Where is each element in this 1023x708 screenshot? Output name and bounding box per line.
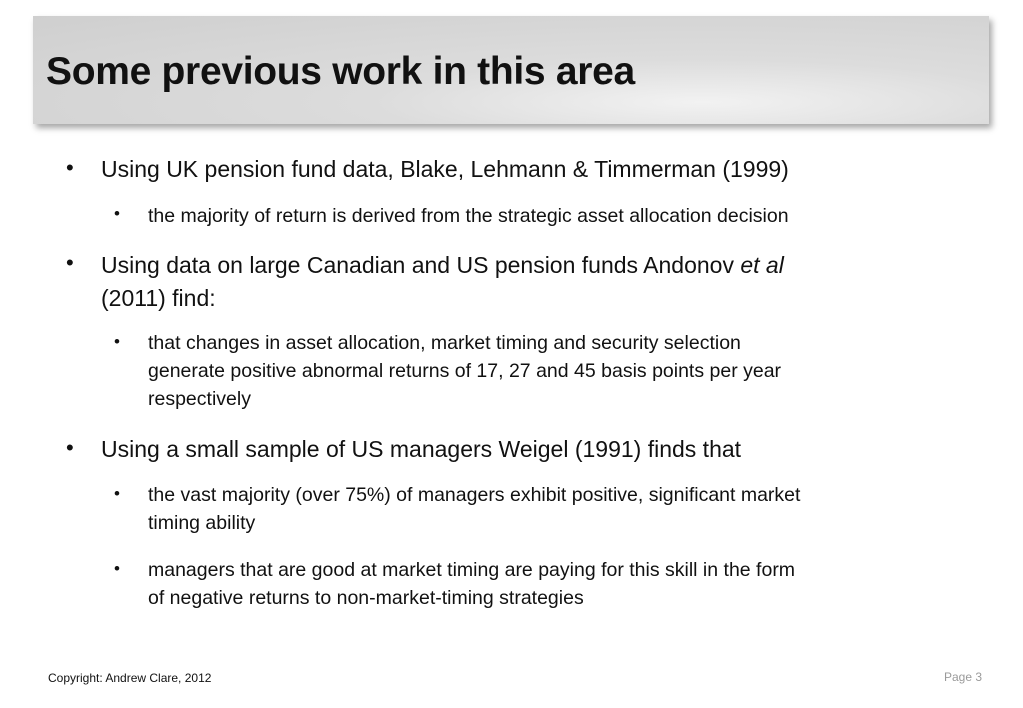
sub-bullet-text: the majority of return is derived from the strategic asset allocation decision bbox=[148, 205, 789, 227]
bullet-marker: • bbox=[66, 155, 74, 180]
bullet-text-segment: Using data on large Canadian and US pension funds Andonov bbox=[101, 252, 741, 278]
sub-bullet-marker: • bbox=[114, 332, 120, 351]
sub-bullet-marker: • bbox=[114, 204, 120, 223]
sub-bullet-text-line: that changes in asset allocation, market timing and security selection bbox=[148, 332, 741, 354]
title-banner bbox=[33, 16, 989, 124]
bullet-text: Using a small sample of US managers Weigel (1991) finds that bbox=[101, 436, 742, 462]
bullet-text-line bbox=[101, 250, 901, 280]
sub-bullet-text-line: timing ability bbox=[148, 512, 256, 534]
sub-bullet-text-line: of negative returns to non-market-timing strategies bbox=[148, 587, 584, 609]
page-title: Some previous work in this area bbox=[46, 50, 635, 93]
bullet-text-italic: et al bbox=[740, 252, 784, 278]
sub-bullet-text-line: the vast majority (over 75%) of managers exhibit positive, significant market bbox=[148, 484, 801, 506]
bullet-marker: • bbox=[66, 250, 74, 275]
bullet-text: Using UK pension fund data, Blake, Lehmann & Timmerman (1999) bbox=[101, 156, 789, 182]
copyright-notice: Copyright: Andrew Clare, 2012 bbox=[48, 671, 212, 685]
sub-bullet-marker: • bbox=[114, 559, 120, 578]
sub-bullet-text-line: respectively bbox=[148, 388, 251, 410]
bullet-marker: • bbox=[66, 435, 74, 460]
bullet-text-line: (2011) find: bbox=[101, 285, 216, 311]
sub-bullet-text-line: managers that are good at market timing are paying for this skill in the form bbox=[148, 559, 796, 581]
page-number: Page 3 bbox=[944, 670, 983, 684]
sub-bullet-marker: • bbox=[114, 484, 120, 503]
sub-bullet-text-line: generate positive abnormal returns of 17, 27 and 45 basis points per year bbox=[148, 360, 782, 382]
